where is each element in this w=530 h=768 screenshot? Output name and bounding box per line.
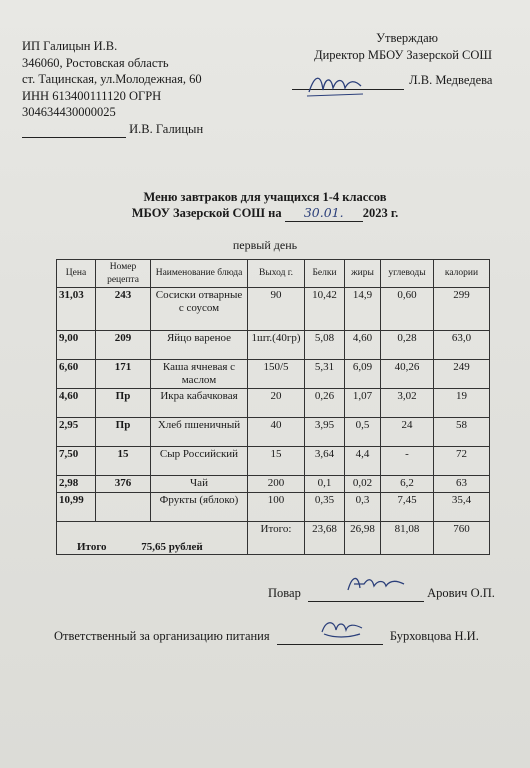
cell-protein: 3,64 [305,447,345,476]
cell-dish: Чай [151,476,248,493]
org-line-1: ИП Галицын И.В. [22,39,118,53]
cell-carbs: 24 [381,418,434,447]
responsible-name: Бурховцова Н.И. [389,629,479,643]
cook-signature [344,572,408,596]
table-row [57,476,490,493]
approval-line-2: Директор МБОУ Зазерской СОШ [314,47,492,62]
menu-title-line-1: Меню завтраков для учащихся 1-4 классов [143,190,387,204]
approval-signer: Л.В. Медведева [409,73,493,87]
org-line-2: 346060, Ростовская область [22,55,169,70]
cell-yield: 200 [248,476,305,493]
table-total-row [57,522,490,555]
approval-line-1: Утверждаю [376,31,438,45]
cell-dish: Сыр Российский [151,447,248,476]
total-protein: 23,68 [305,522,345,555]
cell-recipe: 171 [96,360,151,389]
date-handwritten: 30.01. [303,205,344,220]
cell-price: 9,00 [57,331,96,360]
table-row [57,331,490,360]
cell-yield: 20 [248,389,305,418]
org-line-5: 304634430000025 [22,105,116,119]
cell-dish: Сосиски отварные с соусом [151,288,248,331]
cell-price: 6,60 [57,360,96,389]
cell-protein: 3,95 [305,418,345,447]
cell-kcal: 58 [434,418,490,447]
cell-protein: 5,08 [305,331,345,360]
cell-fat: 4,60 [345,331,381,360]
cell-protein: 0,1 [305,476,345,493]
cell-price: 31,03 [57,288,96,331]
total-label: Итого [77,540,107,553]
cell-fat: 1,07 [345,389,381,418]
menu-title-line-2 [0,205,530,222]
cell-price: 10,99 [57,493,96,522]
org-line-4: ИНН 613400111120 ОГРН [22,88,162,103]
signature-blank [22,121,126,139]
cell-yield: 150/5 [248,360,305,389]
cell-kcal: 19 [434,389,490,418]
cell-fat: 4,4 [345,447,381,476]
cell-kcal: 35,4 [434,493,490,522]
header-protein: Белки [305,260,345,288]
cell-fat: 14,9 [345,288,381,331]
cell-protein: 5,31 [305,360,345,389]
cell-recipe [96,493,151,522]
cell-dish: Яйцо вареное [151,331,248,360]
cell-carbs: 3,02 [381,389,434,418]
menu-table [56,259,490,555]
header-price: Цена [57,260,96,288]
responsible-signature-line [54,629,479,645]
cell-recipe: 243 [96,288,151,331]
cell-kcal: 72 [434,447,490,476]
table-row [57,493,490,522]
director-signature [305,70,365,100]
organization-block [22,38,203,138]
org-signature-line [22,121,203,139]
table-row [57,418,490,447]
cell-carbs: - [381,447,434,476]
table-row [57,447,490,476]
total-fat: 26,98 [345,522,381,555]
cell-recipe: 376 [96,476,151,493]
cell-price: 2,95 [57,418,96,447]
title-prefix: МБОУ Зазерской СОШ на [131,206,282,220]
cell-carbs: 0,28 [381,331,434,360]
responsible-signature [318,618,366,640]
org-line-3: ст. Тацинская, ул.Молодежная, 60 [22,72,202,86]
cell-yield: 1шт.(40гр) [248,331,305,360]
cell-recipe: 15 [96,447,151,476]
cell-fat: 0,3 [345,493,381,522]
total-summary-cell [57,522,248,555]
header-fat: жиры [345,260,381,288]
date-field [285,205,363,222]
cell-protein: 0,26 [305,389,345,418]
cook-name: Арович О.П. [427,586,495,600]
header-dish: Наименование блюда [151,260,248,288]
cell-dish: Хлеб пшеничный [151,418,248,447]
header-recipe: Номер рецепта [96,260,151,288]
cell-recipe: Пр [96,418,151,447]
header-carbs: углеводы [381,260,434,288]
cell-recipe: 209 [96,331,151,360]
cell-kcal: 299 [434,288,490,331]
cell-dish: Фрукты (яблоко) [151,493,248,522]
cell-dish: Икра кабачковая [151,389,248,418]
cell-yield: 40 [248,418,305,447]
cell-fat: 6,09 [345,360,381,389]
cell-protein: 10,42 [305,288,345,331]
table-header-row [57,260,490,288]
cell-yield: 15 [248,447,305,476]
cell-price: 4,60 [57,389,96,418]
responsible-label: Ответственный за организацию питания [54,629,270,643]
cell-kcal: 249 [434,360,490,389]
cell-fat: 0,02 [345,476,381,493]
cell-protein: 0,35 [305,493,345,522]
cell-yield: 100 [248,493,305,522]
cell-price: 2,98 [57,476,96,493]
header-kcal: калории [434,260,490,288]
cell-fat: 0,5 [345,418,381,447]
cell-carbs: 0,60 [381,288,434,331]
title-year: 2023 г. [362,206,399,220]
cell-dish: Каша ячневая с маслом [151,360,248,389]
total-yield-label: Итого: [248,522,305,555]
table-row [57,360,490,389]
table-row [57,288,490,331]
org-signer: И.В. Галицын [129,121,204,136]
cell-kcal: 63 [434,476,490,493]
day-subtitle: первый день [232,238,298,252]
cell-price: 7,50 [57,447,96,476]
total-sum: 75,65 рублей [141,540,203,553]
cell-kcal: 63,0 [434,331,490,360]
total-kcal: 760 [434,522,490,555]
header-yield: Выход г. [248,260,305,288]
cell-carbs: 40,26 [381,360,434,389]
total-carbs: 81,08 [381,522,434,555]
cook-label: Повар [268,586,301,600]
cell-recipe: Пр [96,389,151,418]
table-row [57,389,490,418]
cell-yield: 90 [248,288,305,331]
cell-carbs: 7,45 [381,493,434,522]
cell-carbs: 6,2 [381,476,434,493]
